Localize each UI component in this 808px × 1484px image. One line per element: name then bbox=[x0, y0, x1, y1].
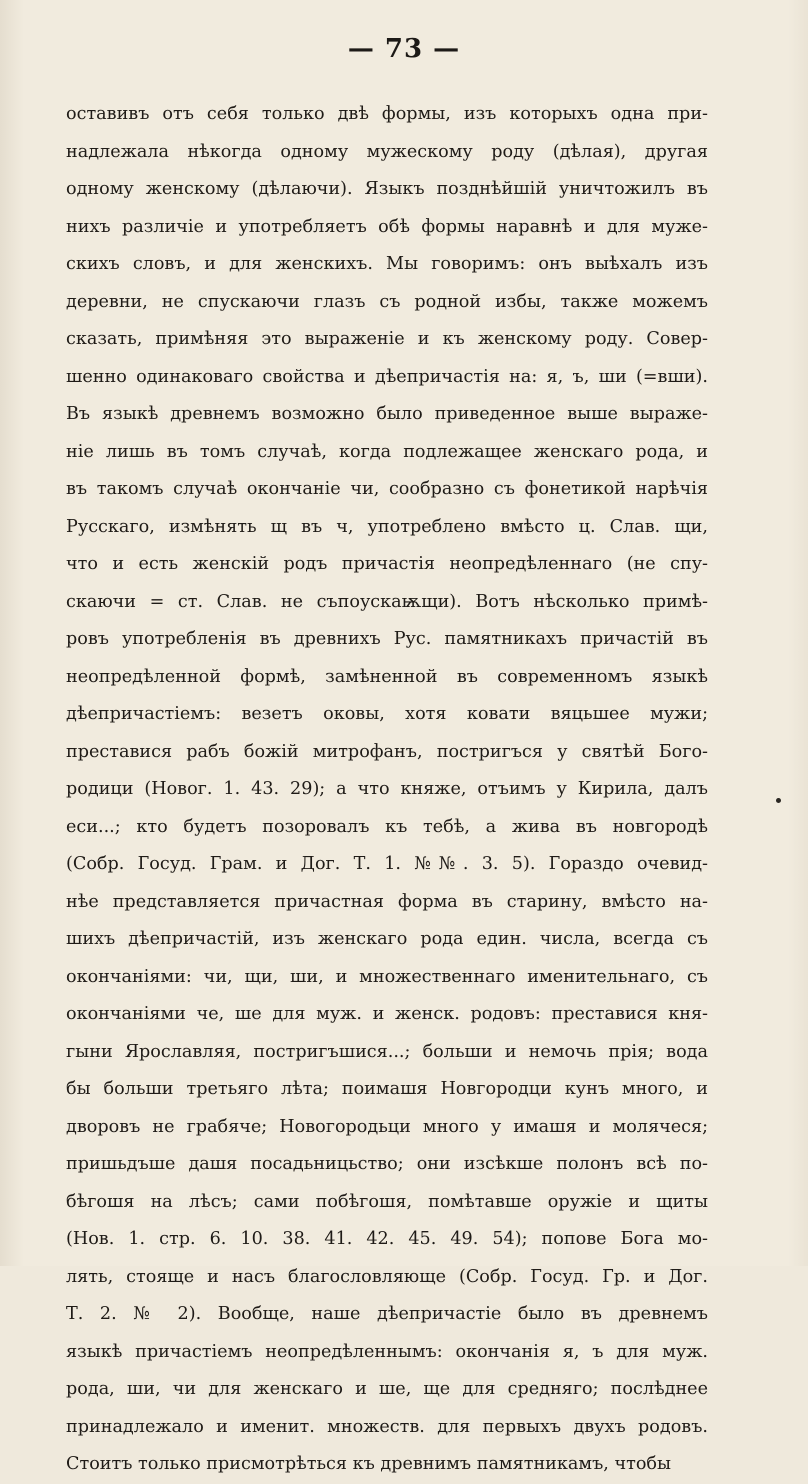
text-line: шенно одинаковаго свойства и дѣепричастія на: я, ъ, ши (=вши). bbox=[66, 366, 708, 387]
text-line: Въ языкѣ древнемъ возможно было приведенное выше выраже- bbox=[66, 404, 708, 424]
page-number: — 73 — bbox=[347, 34, 461, 64]
body-text bbox=[66, 96, 708, 1484]
text-line: шихъ дѣепричастій, изъ женскаго рода един. числа, всегда съ bbox=[66, 929, 708, 949]
text-line: Стоитъ только присмотрѣться къ древнимъ памятникамъ, чтобы bbox=[66, 1454, 672, 1474]
text-line: гыни Ярославляя, постригъшися...; больши и немочь прія; вода bbox=[66, 1041, 708, 1062]
text-line: неопредѣленной формѣ, замѣненной въ современномъ языкѣ bbox=[66, 666, 708, 687]
text-line: языкѣ причастіемъ неопредѣленнымъ: окончанія я, ъ для муж. bbox=[66, 1341, 708, 1362]
text-line: преставися рабъ божій митрофанъ, постригъся у святѣй Бого- bbox=[66, 741, 708, 762]
text-line: Т. 2. № 2). Вообще, наше дѣепричастіе было въ древнемъ bbox=[66, 1304, 708, 1324]
text-line: рода, ши, чи для женскаго и ше, ще для средняго; послѣднее bbox=[66, 1379, 708, 1399]
text-line: скихъ словъ, и для женскихъ. Мы говоримъ: онъ выѣхалъ изъ bbox=[66, 254, 708, 274]
ink-spot bbox=[776, 798, 781, 803]
text-line: пришьдъше дашя посадьницьство; они изсѣкше полонъ всѣ по- bbox=[66, 1154, 708, 1174]
text-line: сказать, примѣняя это выраженіе и къ женскому роду. Совер- bbox=[66, 329, 708, 349]
text-line: (Собр. Госуд. Грам. и Дог. Т. 1. №№. 3. 5). Гораздо очевид- bbox=[66, 854, 708, 874]
text-line: еси...; кто будетъ позоровалъ къ тебѣ, а жива въ новгородѣ bbox=[66, 816, 708, 837]
text-line: нѣе представляется причастная форма въ старину, вмѣсто на- bbox=[66, 891, 708, 912]
text-line: въ такомъ случаѣ окончаніе чи, сообразно съ фонетикой нарѣчія bbox=[66, 479, 708, 499]
text-line: бѣгошя на лѣсъ; сами побѣгошя, помѣтавше оружіе и щиты bbox=[66, 1191, 708, 1212]
text-line: дворовъ не грабяче; Новогородьци много у имашя и молячеся; bbox=[66, 1116, 708, 1137]
text-line: бы больши третьяго лѣта; поимашя Новгородци кунъ много, и bbox=[66, 1079, 708, 1099]
text-line: Русскаго, измѣнять щ въ ч, употреблено вмѣсто ц. Слав. щи, bbox=[66, 516, 708, 537]
text-line: надлежала нѣкогда одному мужескому роду (дѣлая), другая bbox=[66, 141, 708, 162]
text-line: родици (Новог. 1. 43. 29); а что княже, отъимъ у Кирила, далъ bbox=[66, 779, 708, 799]
text-line: дѣепричастіемъ: везетъ оковы, хотя ковати вяцьшее мужи; bbox=[66, 704, 708, 724]
text-line: (Нов. 1. стр. 6. 10. 38. 41. 42. 45. 49. 54); попове Бога мо- bbox=[66, 1229, 708, 1249]
text-line: скаючи = ст. Слав. не съпоускаѭщи). Вотъ нѣсколько примѣ- bbox=[66, 591, 708, 612]
text-line: ніе лишь въ томъ случаѣ, когда подлежащее женскаго рода, и bbox=[66, 441, 708, 462]
text-line: оставивъ отъ себя только двѣ формы, изъ которыхъ одна при- bbox=[66, 104, 708, 124]
text-line: что и есть женскій родъ причастія неопредѣленнаго (не спу- bbox=[66, 554, 708, 574]
text-line: окончаніями: чи, щи, ши, и множественнаго именительнаго, съ bbox=[66, 966, 708, 987]
text-line: принадлежало и именит. множеств. для первыхъ двухъ родовъ. bbox=[66, 1416, 708, 1437]
text-line: ровъ употребленія въ древнихъ Рус. памятникахъ причастій въ bbox=[66, 629, 708, 649]
text-line: лять, стояще и насъ благословляюще (Собр. Госуд. Гр. и Дог. bbox=[66, 1266, 708, 1287]
text-line: окончаніями че, ше для муж. и женск. родовъ: преставися кня- bbox=[66, 1004, 708, 1024]
text-line: нихъ различіе и употребляетъ обѣ формы наравнѣ и для муже- bbox=[66, 216, 708, 237]
text-line: деревни, не спускаючи глазъ съ родной избы, также можемъ bbox=[66, 291, 708, 312]
text-line: одному женскому (дѣлаючи). Языкъ позднѣйшій уничтожилъ въ bbox=[66, 179, 708, 199]
